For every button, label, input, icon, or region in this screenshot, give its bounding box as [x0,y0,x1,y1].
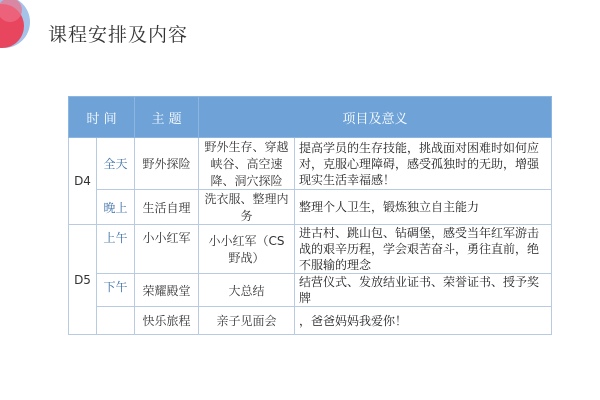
theme-cell: 快乐旅程 [135,307,199,335]
table-row [69,307,552,335]
meaning-cell: 结营仪式、发放结业证书、荣誉证书、授予奖牌 [295,274,552,307]
theme-cell: 生活自理 [135,190,199,225]
time-cell: 全天 [97,138,135,190]
meaning-cell: 进古村、跳山包、钻碉堡，感受当年红军游击战的艰辛历程，学会艰苦奋斗，勇往直前，绝不服输的理念 [295,225,552,274]
time-cell [97,307,135,335]
header-row [69,97,552,138]
content-cell: 洗衣服、整理内务 [199,190,295,225]
content-cell: 野外生存、穿越峡谷、高空速降、洞穴探险 [199,138,295,190]
time-cell: 晚上 [97,190,135,225]
theme-cell: 荣耀殿堂 [135,274,199,307]
time-cell: 下午 [97,274,135,307]
meaning-cell: ，爸爸妈妈我爱你！ [295,307,552,335]
table-row [69,190,552,225]
content-cell: 大总结 [199,274,295,307]
day-cell: D5 [69,225,97,335]
time-cell: 上午 [97,225,135,274]
slide-title: 课程安排及内容 [48,24,189,46]
content-cell: 亲子见面会 [199,307,295,335]
table-row [69,225,552,274]
header-meaning: 项目及意义 [199,97,552,138]
meaning-cell: 整理个人卫生，锻炼独立自主能力 [295,190,552,225]
meaning-cell: 提高学员的生存技能，挑战面对困难时如何应对，克服心理障碍，感受孤独时的无助，增强现实生活幸福感！ [295,138,552,190]
schedule-table [68,96,552,335]
header-time: 时 间 [69,97,135,138]
theme-cell: 小小红军 [135,225,199,274]
content-cell: 小小红军（CS野战） [199,225,295,274]
logo-shape [0,0,36,56]
theme-cell: 野外探险 [135,138,199,190]
day-cell: D4 [69,138,97,225]
table-row [69,138,552,190]
header-theme: 主 题 [135,97,199,138]
table-row [69,274,552,307]
